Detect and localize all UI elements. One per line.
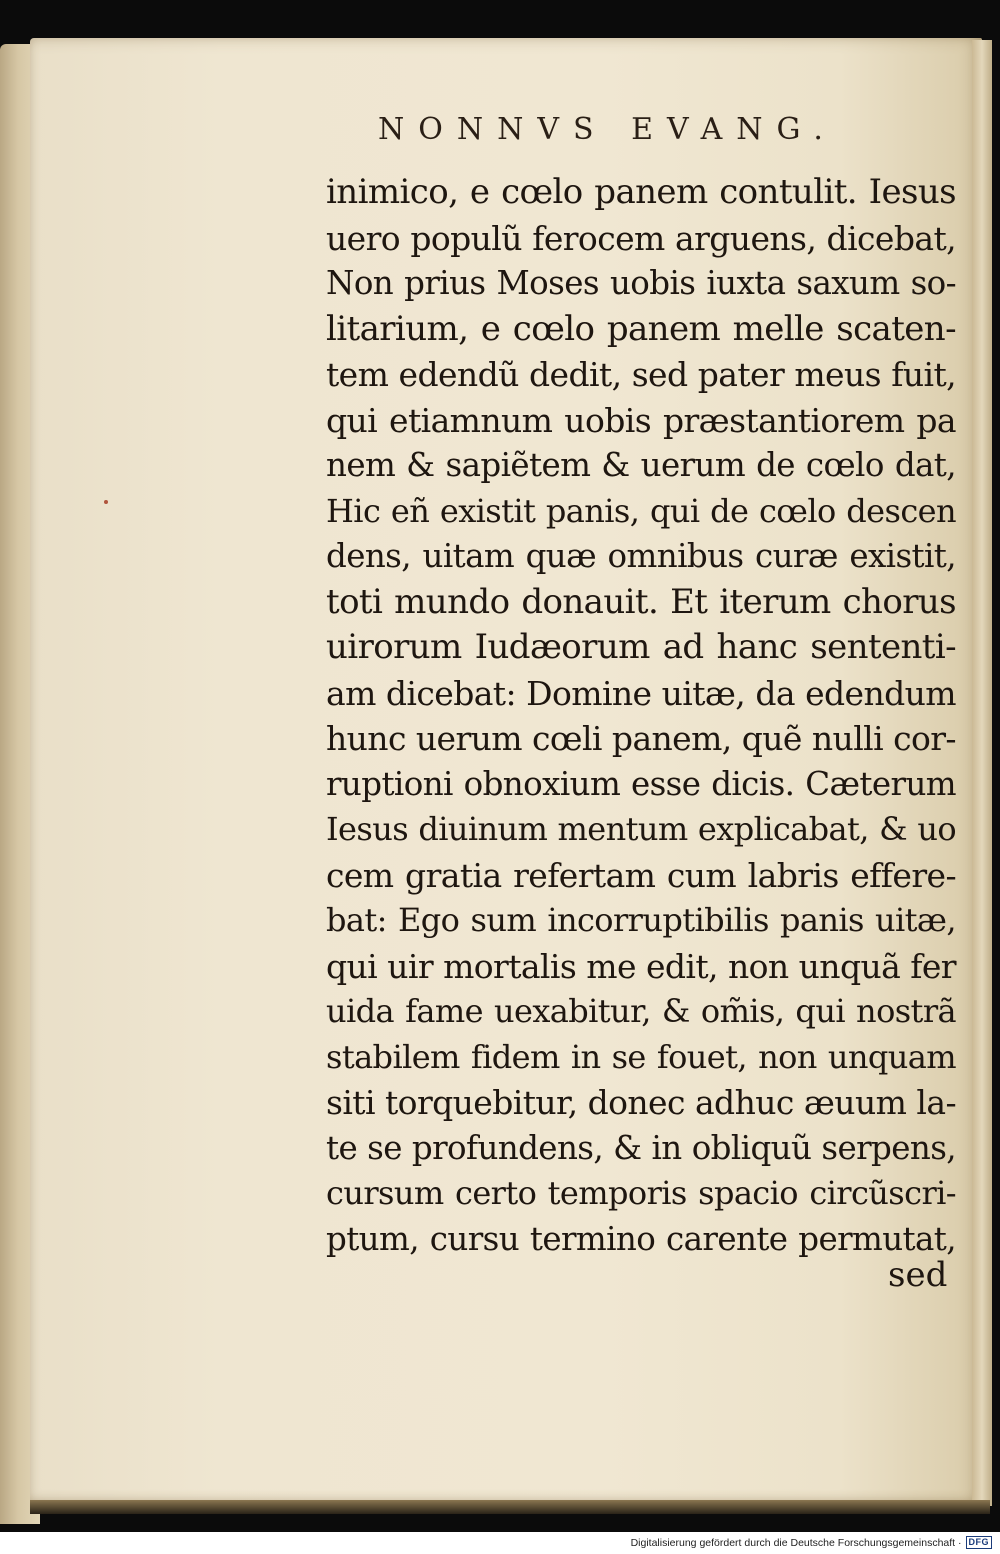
text-line: cem gratia refertam cum labris effere-: [326, 855, 956, 895]
text-line: nem & sapiẽtem & uerum de cœlo dat,: [326, 446, 956, 484]
text-line: Iesus diuinum mentum explicabat, & uo: [326, 810, 956, 848]
footer-credit: [631, 1536, 992, 1549]
text-line: qui uir mortalis me edit, non unquã fer: [326, 946, 956, 986]
text-line: ptum, cursu termino carente permutat,: [326, 1219, 956, 1258]
text-line: dens, uitam quæ omnibus curæ existit,: [326, 537, 956, 575]
text-line: cursum certo temporis spacio circũscri-: [326, 1174, 956, 1212]
text-line: litarium, e cœlo panem melle scaten-: [326, 308, 956, 349]
ink-speck: [104, 500, 108, 504]
body-text: [326, 170, 956, 1262]
text-line: siti torquebitur, donec adhuc æuum la-: [326, 1083, 956, 1122]
text-line: hunc uerum cœli panem, quẽ nulli cor-: [326, 719, 956, 758]
page-bottom-shadow: [30, 1500, 990, 1514]
text-line: toti mundo donauit. Et iterum chorus: [326, 581, 956, 622]
text-line: uida fame uexabitur, & om̃is, qui nostrã: [326, 992, 956, 1030]
page-gutter: [972, 40, 992, 1506]
text-line: bat: Ego sum incorruptibilis panis uitæ,: [326, 901, 956, 939]
text-line: am dicebat: Domine uitæ, da edendum: [326, 673, 956, 713]
text-line: te se profundens, & in obliquũ serpens,: [326, 1128, 956, 1167]
dfg-logo-icon: DFG: [966, 1536, 993, 1549]
text-line: inimico, e cœlo panem contulit. Iesus: [326, 172, 956, 212]
text-line: tem edendũ dedit, sed pater meus fuit,: [326, 355, 956, 394]
text-line: stabilem fidem in se fouet, non unquam: [326, 1037, 956, 1076]
text-line: ruptioni obnoxium esse dicis. Cæterum: [326, 764, 956, 803]
running-head: NONNVS EVANG.: [378, 112, 837, 147]
footer-text: Digitalisierung gefördert durch die Deutsche Forschungsgemeinschaft ·: [630, 1536, 962, 1549]
text-line: Non prius Moses uobis iuxta saxum so-: [326, 264, 956, 302]
text-line: uirorum Iudæorum ad hanc sententi-: [326, 627, 956, 667]
text-line: qui etiamnum uobis præstantiorem pa: [326, 400, 956, 440]
catchword: sed: [888, 1255, 948, 1295]
text-line: Hic eñ existit panis, qui de cœlo descen: [326, 491, 956, 530]
text-line: uero populũ ferocem arguens, dicebat,: [326, 218, 956, 258]
